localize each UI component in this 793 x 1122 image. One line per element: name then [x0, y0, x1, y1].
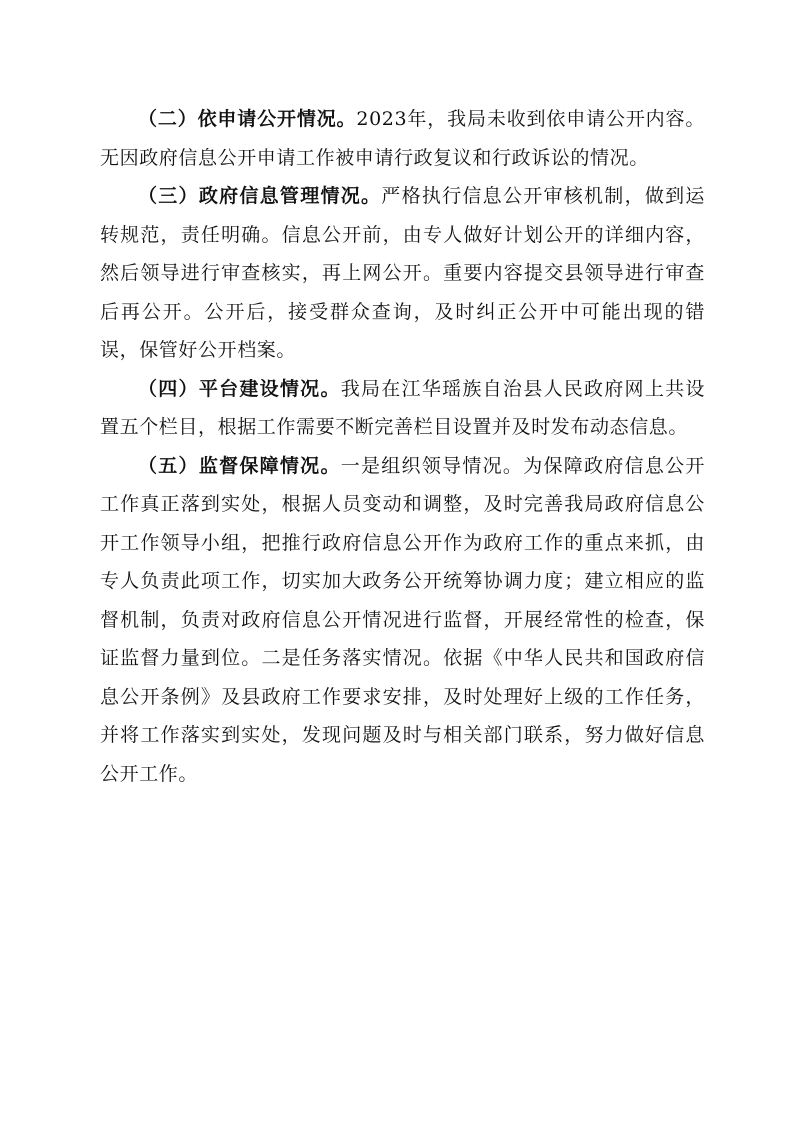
section-text-information-management: 严格执行信息公开审核机制，做到运转规范，责任明确。信息公开前，由专人做好计划公开的详细内容，然后领导进行审查核实，再上网公开。重要内容提交县领导进行审查后再公开。公开后，接受群众查询，及时纠正公开中可能出现的错误，保管好公开档案。	[100, 185, 706, 361]
section-heading-platform-construction: （四）平台建设情况。	[138, 377, 341, 400]
section-text-platform-construction: 我局在江华瑶族自治县人民政府网上共设置五个栏目，根据工作需要不断完善栏目设置并及时发布动态信息。	[100, 377, 705, 438]
paragraph-platform-construction	[100, 370, 705, 447]
paragraph-information-management	[100, 177, 705, 370]
paragraph-supervision-guarantee	[100, 447, 705, 794]
section-heading-supervision-guarantee: （五）监督保障情况。	[138, 454, 341, 477]
section-text-application-disclosure: 2023年，我局未收到依申请公开内容。无因政府信息公开申请工作被申请行政复议和行政诉讼的情况。	[100, 108, 705, 169]
document-body	[100, 100, 705, 793]
section-text-supervision-guarantee: 一是组织领导情况。为保障政府信息公开工作真正落到实处，根据人员变动和调整，及时完善我局政府信息公开工作领导小组，把推行政府信息公开作为政府工作的重点来抓，由专人负责此项工作，切实加大政务公开统筹协调力度；建立相应的监督机制，负责对政府信息公开情况进行监督，开展经常性的检查，保证监督力量到位。二是任务落实情况。依据《中华人民共和国政府信息公开条例》及县政府工作要求安排，及时处理好上级的工作任务，并将工作落实到实处，发现问题及时与相关部门联系，努力做好信息公开工作。	[100, 454, 705, 785]
paragraph-application-disclosure	[100, 100, 705, 177]
section-heading-application-disclosure: （二）依申请公开情况。	[138, 108, 357, 130]
section-heading-information-management: （三）政府信息管理情况。	[138, 185, 382, 207]
